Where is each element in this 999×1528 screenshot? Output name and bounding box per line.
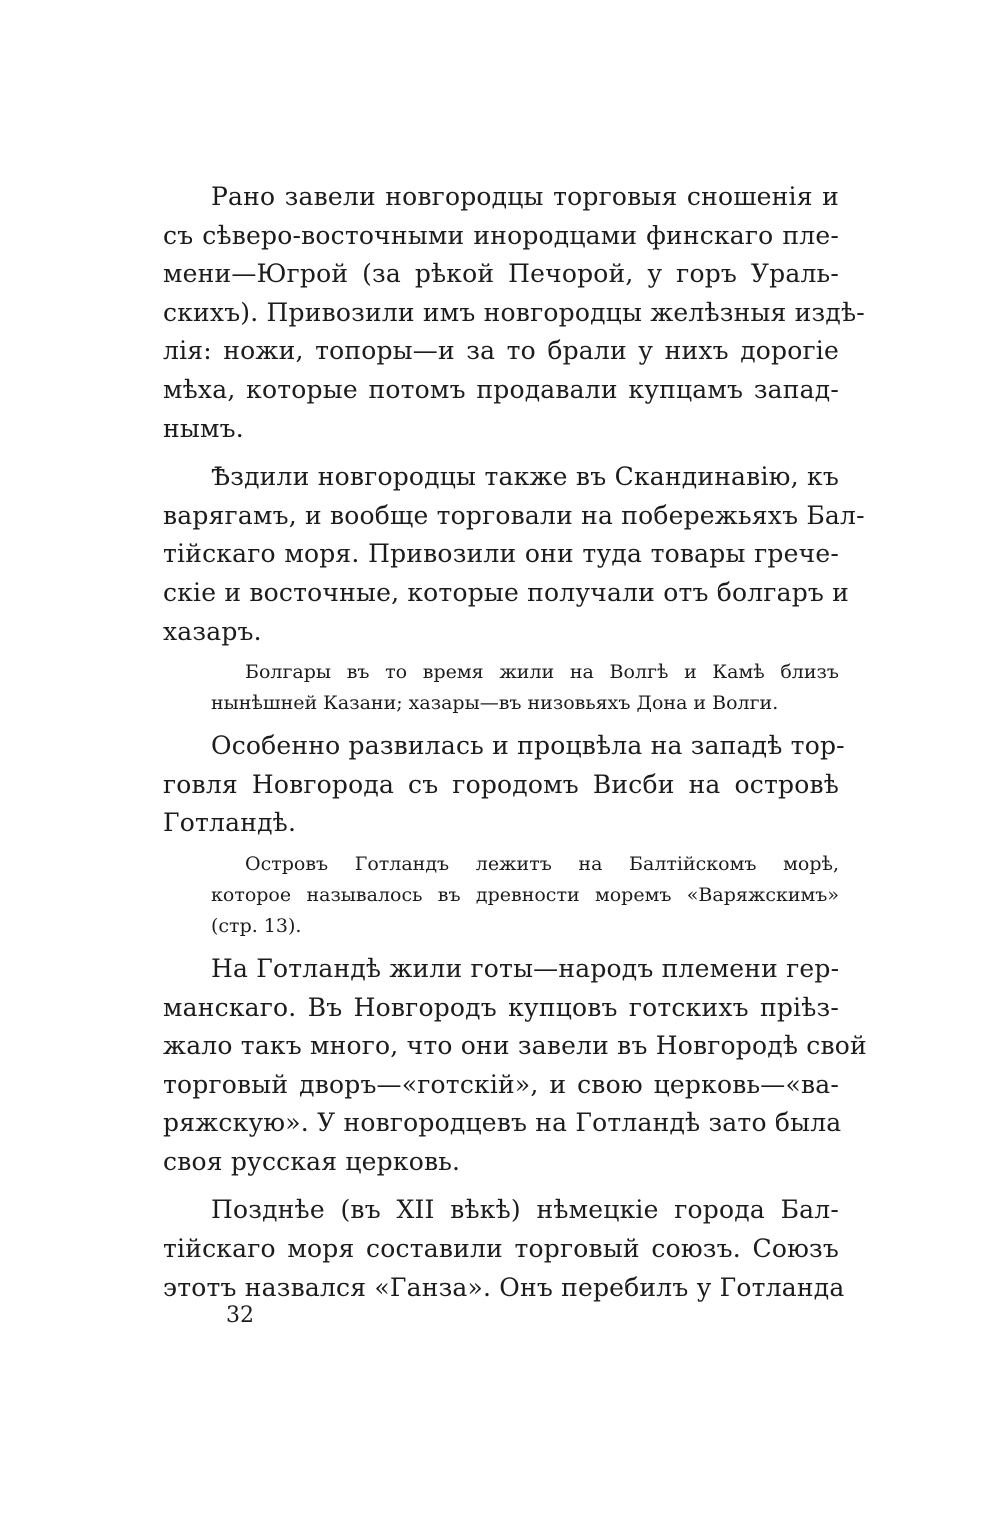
text-line: На Готландѣ жили готы—народъ племени гер- <box>211 953 840 983</box>
text-line: жало такъ много, что они завели въ Новгородѣ свой <box>163 1031 867 1061</box>
paragraph <box>163 458 865 651</box>
paragraph <box>163 727 845 843</box>
text-line: манскаго. Въ Новгородъ купцовъ готскихъ пріѣз- <box>163 992 839 1022</box>
text-line: варягамъ, и вообще торговали на побережьяхъ Бал- <box>163 500 865 530</box>
page-body <box>163 178 867 1307</box>
text-line: своя русская церковь. <box>163 1146 461 1176</box>
text-line: тійскаго моря. Привозили они туда товары грече- <box>163 539 839 569</box>
text-line: нымъ. <box>163 413 244 443</box>
text-line: Особенно развилась и процвѣла на западѣ тор- <box>211 731 845 761</box>
text-line: хазаръ. <box>163 616 262 646</box>
text-line: лія: ножи, топоры—и за то брали у нихъ дорогіе <box>163 336 839 366</box>
text-line: ряжскую». У новгородцевъ на Готландѣ зато была <box>163 1108 842 1138</box>
text-line: Позднѣе (въ XII вѣкѣ) нѣмецкіе города Бал- <box>211 1195 839 1225</box>
page-number: 32 <box>226 1303 254 1328</box>
text-line: скіе и восточные, которые получали отъ болгаръ и <box>163 577 850 607</box>
note-line: (стр. 13). <box>211 914 302 937</box>
text-line: Ѣздили новгородцы также въ Скандинавію, къ <box>211 462 839 492</box>
paragraph <box>163 178 865 448</box>
text-line: Рано завели новгородцы торговыя сношенія и <box>211 182 839 211</box>
footnote <box>163 657 839 719</box>
text-line: съ сѣверо-восточными инородцами финскаго пле- <box>163 220 839 250</box>
note-line: которое называлось въ древности моремъ «Варяжскимъ» <box>211 883 839 906</box>
text-line: этотъ назвался «Ганза». Онъ перебилъ у Готланда <box>163 1272 845 1302</box>
note-line: Островъ Готландъ лежитъ на Балтійскомъ морѣ, <box>245 852 839 875</box>
text-line: говля Новгорода съ городомъ Висби на островѣ <box>163 769 839 799</box>
text-line: торговый дворъ—«готскій», и свою церковь—«ва- <box>163 1069 839 1099</box>
text-line: мѣха, которые потомъ продавали купцамъ запад- <box>163 374 839 404</box>
note-line: Болгары въ то время жили на Волгѣ и Камѣ близъ <box>245 661 839 684</box>
note-line: нынѣшней Казани; хазары—въ низовьяхъ Дона и Волги. <box>211 692 779 715</box>
text-line: скихъ). Привозили имъ новгородцы желѣзныя издѣ- <box>163 297 865 327</box>
text-line: мени—Югрой (за рѣкой Печорой, у горъ Ураль- <box>163 259 839 289</box>
text-line: Готландѣ. <box>163 808 297 838</box>
footnote <box>163 849 839 942</box>
text-line: тійскаго моря составили торговый союзъ. Союзъ <box>163 1234 839 1264</box>
paragraph <box>163 1191 845 1307</box>
paragraph <box>163 950 867 1182</box>
